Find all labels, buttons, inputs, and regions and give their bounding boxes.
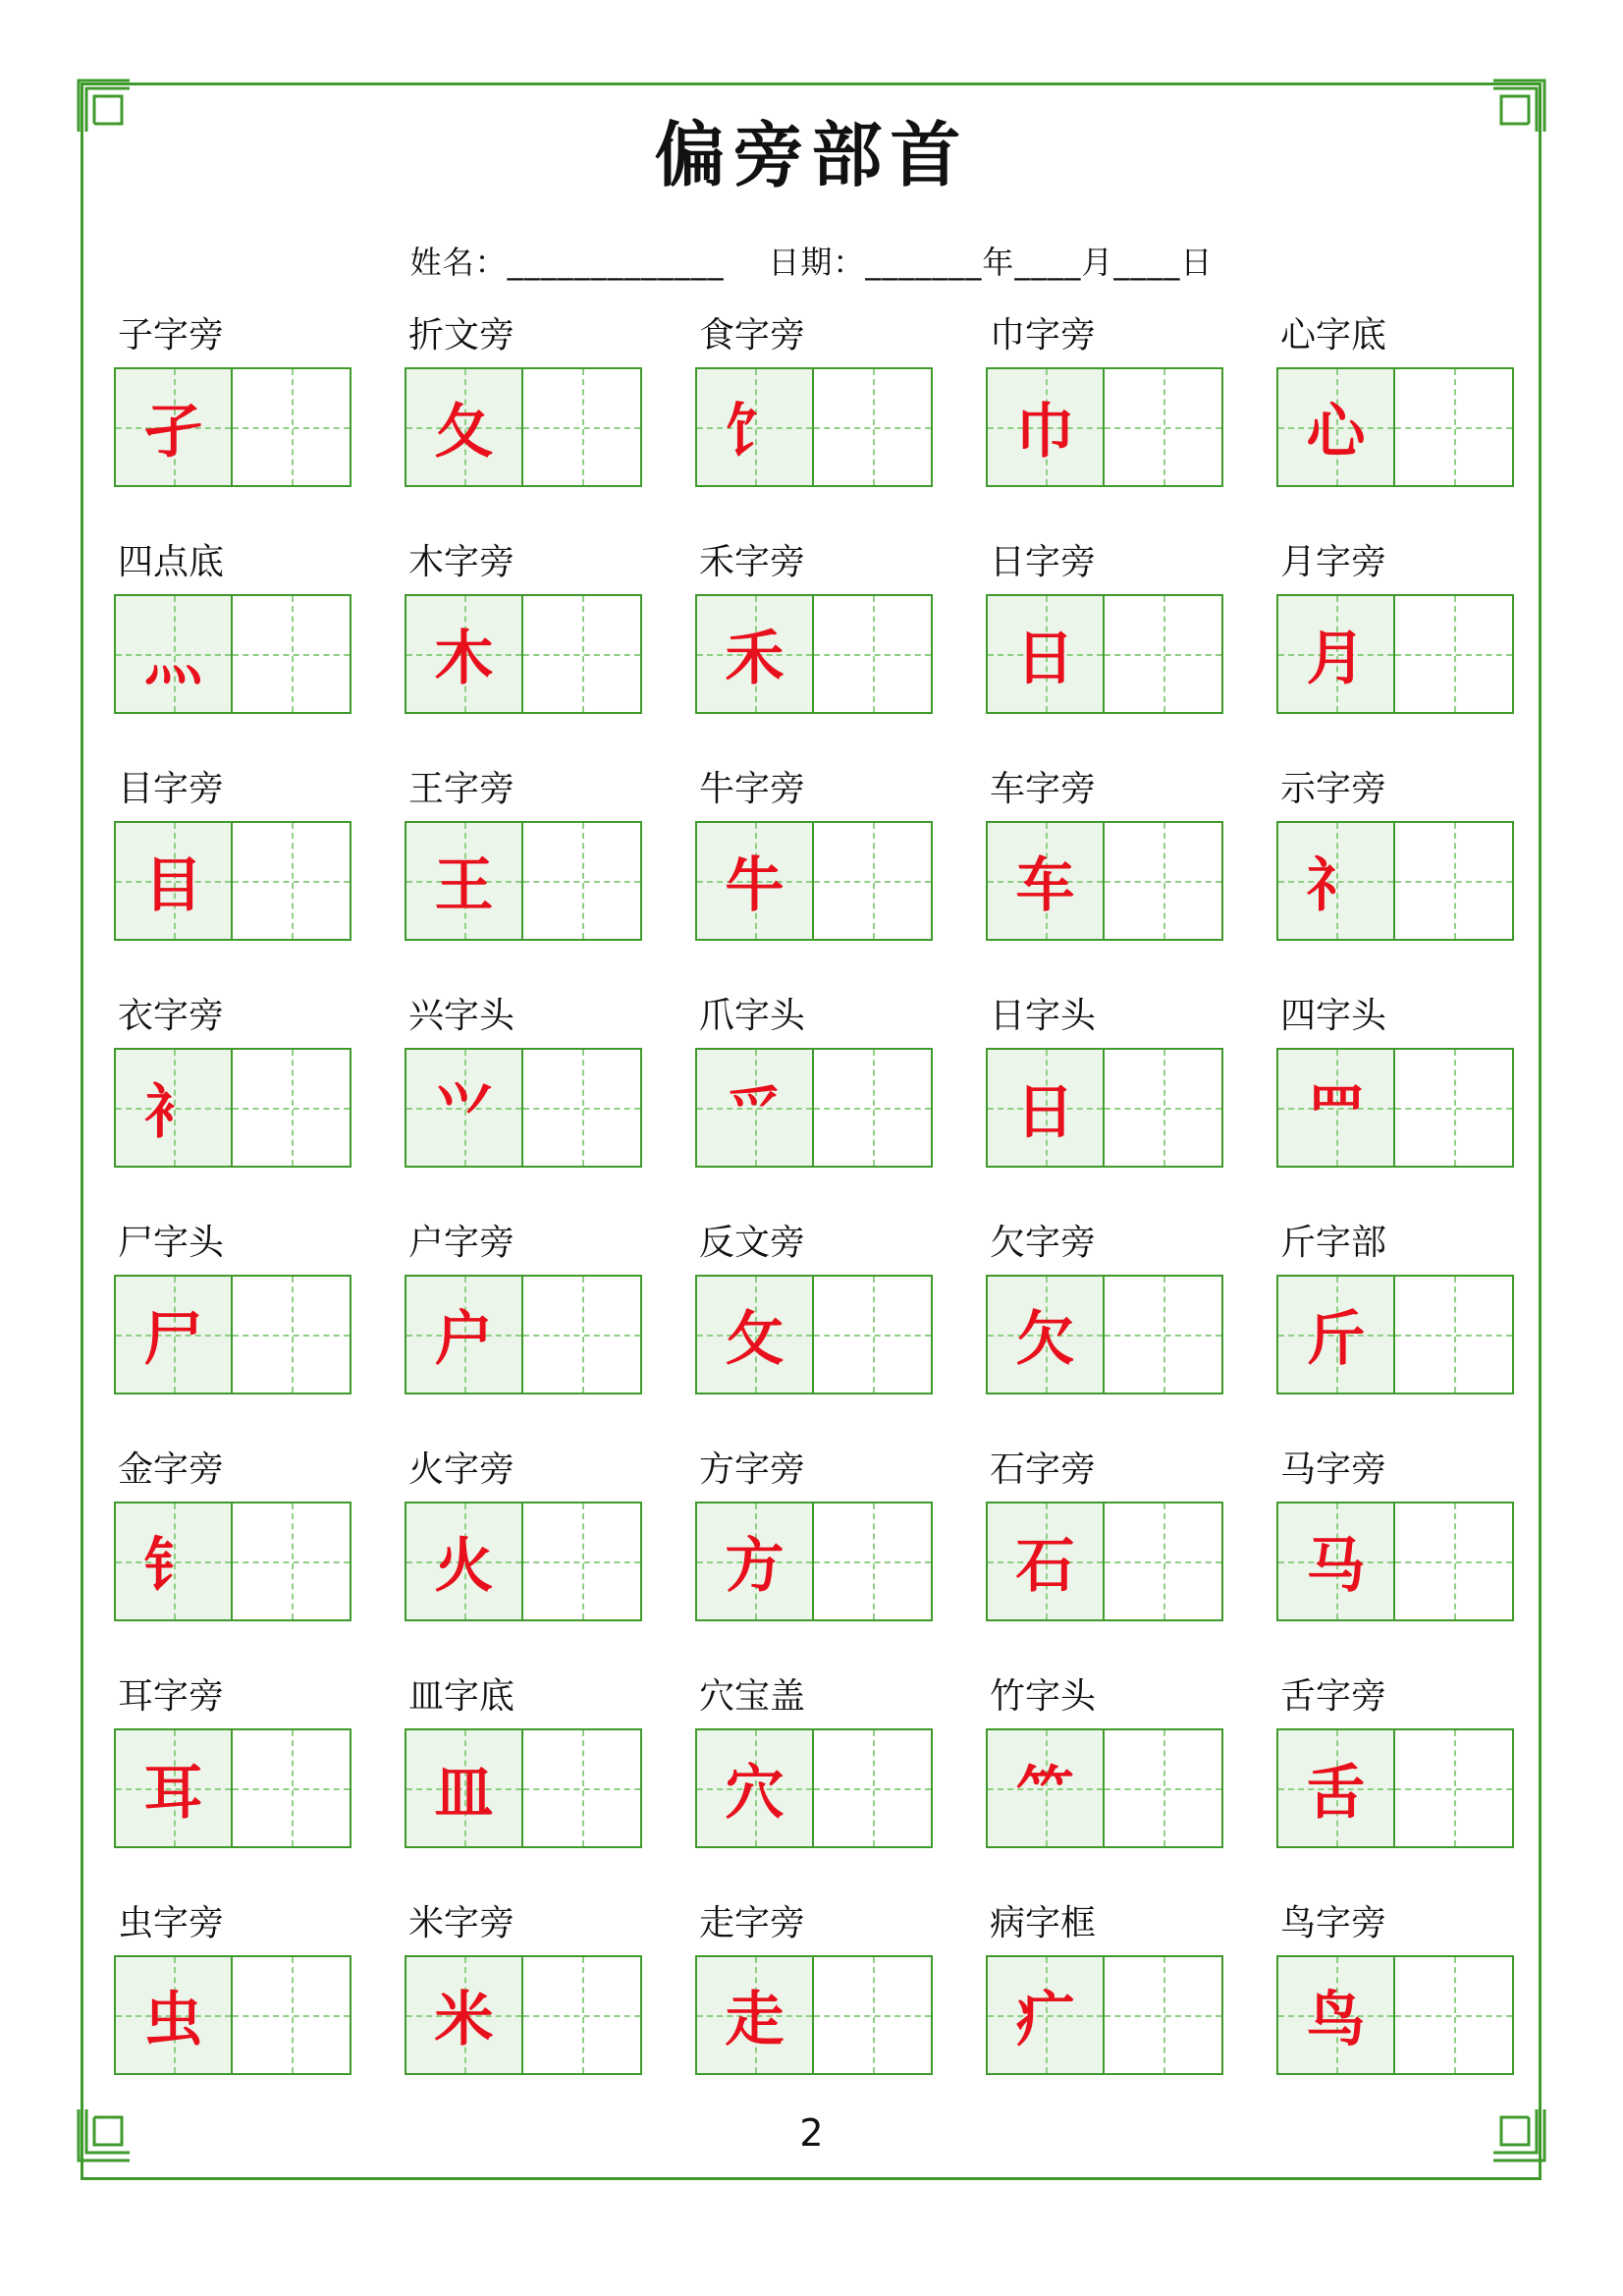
page-title: 偏旁部首 — [654, 113, 969, 196]
guide-line-vertical — [582, 1277, 584, 1393]
radical-glyph: 爫 — [725, 1078, 784, 1147]
page-number: 2 — [799, 2111, 824, 2155]
radical-glyph: 米 — [434, 1986, 494, 2054]
radical-label: 王字旁 — [408, 769, 515, 809]
practice-box[interactable] — [1105, 1050, 1221, 1166]
radical-cell — [695, 1900, 933, 2077]
radical-glyph: 鸟 — [1306, 1986, 1366, 2054]
practice-box[interactable] — [523, 596, 640, 712]
radical-label: 目字旁 — [118, 769, 225, 809]
tianzige-pair — [1276, 1275, 1514, 1394]
radical-cell — [986, 312, 1223, 489]
practice-box[interactable] — [1105, 1957, 1221, 2073]
guide-line-vertical — [1163, 1957, 1165, 2073]
radical-cell — [1276, 1900, 1514, 2077]
example-box — [406, 596, 523, 712]
radical-glyph: 夂 — [434, 398, 494, 466]
practice-box[interactable] — [523, 1050, 640, 1166]
example-box — [406, 1277, 523, 1393]
radical-glyph: 攵 — [725, 1305, 784, 1374]
practice-box[interactable] — [814, 1050, 931, 1166]
tianzige-pair — [986, 821, 1223, 941]
guide-line-vertical — [1163, 596, 1165, 712]
tianzige-pair — [405, 1502, 642, 1621]
radical-cell — [695, 993, 933, 1170]
tianzige-pair — [695, 367, 933, 487]
example-box — [406, 369, 523, 485]
example-box — [406, 1503, 523, 1619]
guide-line-vertical — [1163, 823, 1165, 939]
radical-cell — [1276, 539, 1514, 716]
example-box — [988, 1277, 1105, 1393]
guide-line-vertical — [1163, 369, 1165, 485]
radical-cell — [405, 766, 642, 943]
radical-label: 巾字旁 — [990, 315, 1097, 355]
radical-cell — [114, 539, 352, 716]
practice-box[interactable] — [1395, 1050, 1512, 1166]
radical-glyph: 车 — [1015, 851, 1075, 920]
practice-box[interactable] — [1395, 823, 1512, 939]
practice-box[interactable] — [814, 823, 931, 939]
radical-glyph: 饣 — [725, 398, 784, 466]
tianzige-pair — [114, 1728, 352, 1848]
example-box — [116, 1503, 233, 1619]
name-blank[interactable]: _____________ — [507, 244, 725, 281]
tianzige-pair — [986, 1275, 1223, 1394]
example-box — [1278, 1503, 1395, 1619]
guide-line-vertical — [292, 1277, 294, 1393]
radical-cell — [1276, 1673, 1514, 1850]
radical-label: 虫字旁 — [118, 1903, 225, 1943]
guide-line-vertical — [1163, 1503, 1165, 1619]
radical-glyph: 马 — [1306, 1532, 1366, 1601]
guide-line-vertical — [582, 1503, 584, 1619]
example-box — [116, 369, 233, 485]
practice-box[interactable] — [1395, 1957, 1512, 2073]
tianzige-pair — [405, 1728, 642, 1848]
day-label: 日 — [1180, 244, 1214, 281]
radical-glyph: 钅 — [143, 1532, 203, 1601]
practice-box[interactable] — [1105, 369, 1221, 485]
radical-cell — [1276, 1220, 1514, 1396]
guide-line-vertical — [873, 369, 875, 485]
tianzige-pair — [695, 1728, 933, 1848]
tianzige-pair — [114, 1502, 352, 1621]
practice-box[interactable] — [1395, 1730, 1512, 1846]
radical-label: 走字旁 — [699, 1903, 806, 1943]
example-box — [988, 1503, 1105, 1619]
tianzige-pair — [114, 1275, 352, 1394]
radical-glyph: 方 — [725, 1532, 784, 1601]
radical-glyph: 火 — [434, 1532, 494, 1601]
radical-glyph: 目 — [143, 851, 203, 920]
radical-label: 折文旁 — [408, 315, 515, 355]
name-label: 姓名： — [409, 244, 508, 281]
tianzige-pair — [405, 1048, 642, 1168]
example-box — [988, 369, 1105, 485]
example-box — [406, 1730, 523, 1846]
guide-line-vertical — [873, 596, 875, 712]
radical-cell — [1276, 1447, 1514, 1623]
radical-cell — [405, 1220, 642, 1396]
guide-line-vertical — [1454, 1277, 1456, 1393]
radical-glyph: 礻 — [1306, 851, 1366, 920]
guide-line-vertical — [1454, 1503, 1456, 1619]
example-box — [1278, 823, 1395, 939]
radical-glyph: 虫 — [143, 1986, 203, 2054]
example-box — [697, 1957, 814, 2073]
guide-line-vertical — [1454, 1730, 1456, 1846]
example-box — [116, 596, 233, 712]
radical-glyph: 疒 — [1015, 1986, 1075, 2054]
radical-label: 月字旁 — [1280, 542, 1387, 582]
radical-cell — [695, 1447, 933, 1623]
example-box — [1278, 1730, 1395, 1846]
radical-glyph: ⺮ — [1015, 1759, 1075, 1828]
radical-label: 心字底 — [1280, 315, 1387, 355]
guide-line-vertical — [582, 369, 584, 485]
example-box — [406, 1957, 523, 2073]
radical-label: 耳字旁 — [118, 1676, 225, 1717]
radical-cell — [695, 1220, 933, 1396]
radical-label: 兴字头 — [408, 996, 515, 1036]
tianzige-pair — [986, 594, 1223, 714]
radical-label: 鸟字旁 — [1280, 1903, 1387, 1943]
tianzige-pair — [1276, 594, 1514, 714]
example-box — [1278, 1050, 1395, 1166]
tianzige-pair — [695, 1048, 933, 1168]
radical-cell — [695, 1673, 933, 1850]
tianzige-pair — [1276, 1502, 1514, 1621]
example-box — [697, 823, 814, 939]
tianzige-pair — [695, 594, 933, 714]
radical-glyph: 巾 — [1015, 398, 1075, 466]
guide-line-vertical — [292, 1957, 294, 2073]
example-box — [697, 369, 814, 485]
guide-line-vertical — [292, 369, 294, 485]
radical-label: 木字旁 — [408, 542, 515, 582]
radical-cell — [986, 1673, 1223, 1850]
tianzige-pair — [114, 1048, 352, 1168]
radical-cell — [405, 539, 642, 716]
radical-label: 食字旁 — [699, 315, 806, 355]
radical-glyph: 耳 — [143, 1759, 203, 1828]
guide-line-vertical — [1454, 1957, 1456, 2073]
guide-line-vertical — [1454, 596, 1456, 712]
tianzige-pair — [1276, 1048, 1514, 1168]
practice-box[interactable] — [1395, 369, 1512, 485]
guide-line-vertical — [582, 1730, 584, 1846]
tianzige-pair — [114, 594, 352, 714]
guide-line-vertical — [1454, 369, 1456, 485]
example-box — [116, 823, 233, 939]
radical-glyph: 木 — [434, 625, 494, 693]
guide-line-vertical — [873, 1730, 875, 1846]
practice-box[interactable] — [523, 369, 640, 485]
radical-glyph: 户 — [434, 1305, 494, 1374]
guide-line-vertical — [1163, 1730, 1165, 1846]
tianzige-pair — [405, 367, 642, 487]
radical-glyph: 王 — [434, 851, 494, 920]
tianzige-pair — [986, 1728, 1223, 1848]
tianzige-pair — [114, 1955, 352, 2075]
radical-glyph: 走 — [725, 1986, 784, 2054]
radical-label: 牛字旁 — [699, 769, 806, 809]
practice-box[interactable] — [1105, 1730, 1221, 1846]
radical-label: 穴宝盖 — [699, 1676, 806, 1717]
radical-cell — [114, 993, 352, 1170]
practice-box[interactable] — [523, 1730, 640, 1846]
tianzige-pair — [405, 821, 642, 941]
radical-label: 米字旁 — [408, 1903, 515, 1943]
example-box — [988, 1050, 1105, 1166]
tianzige-pair — [986, 1048, 1223, 1168]
tianzige-pair — [695, 821, 933, 941]
practice-box[interactable] — [523, 1277, 640, 1393]
example-box — [406, 1050, 523, 1166]
example-box — [988, 1730, 1105, 1846]
example-box — [116, 1957, 233, 2073]
tianzige-pair — [405, 594, 642, 714]
practice-box[interactable] — [233, 1957, 350, 2073]
radical-label: 火字旁 — [408, 1449, 515, 1490]
practice-box[interactable] — [1395, 1503, 1512, 1619]
radical-label: 四点底 — [118, 542, 225, 582]
tianzige-pair — [986, 1955, 1223, 2075]
radical-glyph: 禾 — [725, 625, 784, 693]
radical-cell — [405, 312, 642, 489]
guide-line-vertical — [292, 1730, 294, 1846]
radical-cell — [986, 539, 1223, 716]
radical-label: 反文旁 — [699, 1223, 806, 1263]
radical-label: 石字旁 — [990, 1449, 1097, 1490]
example-box — [697, 1050, 814, 1166]
practice-box[interactable] — [233, 596, 350, 712]
example-box — [988, 823, 1105, 939]
guide-line-vertical — [873, 1503, 875, 1619]
date-label: 日期： — [768, 244, 866, 281]
radical-glyph: 斤 — [1306, 1305, 1366, 1374]
radical-glyph: 尸 — [143, 1305, 203, 1374]
tianzige-pair — [1276, 1955, 1514, 2075]
practice-box[interactable] — [233, 1730, 350, 1846]
practice-box[interactable] — [1105, 823, 1221, 939]
tianzige-pair — [114, 367, 352, 487]
example-box — [1278, 1957, 1395, 2073]
radical-cell — [114, 1673, 352, 1850]
tianzige-pair — [986, 1502, 1223, 1621]
radical-glyph: 皿 — [434, 1759, 494, 1828]
guide-line-vertical — [582, 1957, 584, 2073]
radical-cell — [695, 312, 933, 489]
example-box — [406, 823, 523, 939]
example-box — [697, 1503, 814, 1619]
radical-glyph: 日 — [1015, 625, 1075, 693]
guide-line-vertical — [1454, 1050, 1456, 1166]
radical-cell — [114, 1900, 352, 2077]
practice-box[interactable] — [233, 369, 350, 485]
guide-line-vertical — [1454, 823, 1456, 939]
radical-label: 舌字旁 — [1280, 1676, 1387, 1717]
practice-box[interactable] — [523, 1503, 640, 1619]
guide-line-vertical — [873, 1050, 875, 1166]
example-box — [988, 1957, 1105, 2073]
radical-cell — [405, 1673, 642, 1850]
radical-label: 欠字旁 — [990, 1223, 1097, 1263]
guide-line-vertical — [292, 596, 294, 712]
radical-label: 爪字头 — [699, 996, 806, 1036]
example-box — [1278, 1277, 1395, 1393]
tianzige-pair — [986, 367, 1223, 487]
guide-line-vertical — [582, 596, 584, 712]
practice-box[interactable] — [523, 1957, 640, 2073]
radical-label: 示字旁 — [1280, 769, 1387, 809]
example-box — [1278, 369, 1395, 485]
guide-line-vertical — [582, 1050, 584, 1166]
example-box — [1278, 596, 1395, 712]
radical-glyph: 心 — [1306, 398, 1366, 466]
guide-line-vertical — [292, 1503, 294, 1619]
radical-glyph: 舌 — [1306, 1759, 1366, 1828]
practice-box[interactable] — [814, 369, 931, 485]
tianzige-pair — [1276, 821, 1514, 941]
radical-label: 斤字部 — [1280, 1223, 1387, 1263]
radical-glyph: 罒 — [1306, 1078, 1366, 1147]
radical-label: 日字头 — [990, 996, 1097, 1036]
radical-glyph: 日 — [1015, 1078, 1075, 1147]
radical-label: 尸字头 — [118, 1223, 225, 1263]
radical-label: 户字旁 — [408, 1223, 515, 1263]
guide-line-vertical — [873, 1957, 875, 2073]
tianzige-pair — [405, 1275, 642, 1394]
guide-line-vertical — [292, 1050, 294, 1166]
radical-glyph: 灬 — [143, 625, 203, 693]
radical-glyph: 衤 — [143, 1078, 203, 1147]
radical-label: 子字旁 — [118, 315, 225, 355]
practice-box[interactable] — [814, 1503, 931, 1619]
radical-label: 皿字底 — [408, 1676, 515, 1717]
guide-line-vertical — [582, 823, 584, 939]
month-label: 月 — [1081, 244, 1114, 281]
radical-label: 禾字旁 — [699, 542, 806, 582]
example-box — [697, 1730, 814, 1846]
radical-cell — [986, 1220, 1223, 1396]
tianzige-pair — [405, 1955, 642, 2075]
radical-cell — [986, 1447, 1223, 1623]
radical-glyph: 石 — [1015, 1532, 1075, 1601]
practice-box[interactable] — [814, 1730, 931, 1846]
radical-cell — [695, 766, 933, 943]
radical-cell — [114, 312, 352, 489]
radical-label: 方字旁 — [699, 1449, 806, 1490]
radical-cell — [405, 993, 642, 1170]
day-blank[interactable]: ____ — [1113, 244, 1181, 281]
practice-box[interactable] — [814, 596, 931, 712]
tianzige-pair — [695, 1502, 933, 1621]
radical-cell — [114, 766, 352, 943]
radical-cell — [1276, 312, 1514, 489]
radical-glyph: 孑 — [143, 398, 203, 466]
radical-cell — [1276, 766, 1514, 943]
practice-box[interactable] — [1395, 1277, 1512, 1393]
practice-box[interactable] — [233, 1050, 350, 1166]
radical-label: 车字旁 — [990, 769, 1097, 809]
example-box — [697, 596, 814, 712]
radical-label: 病字框 — [990, 1903, 1097, 1943]
radical-cell — [695, 539, 933, 716]
practice-box[interactable] — [814, 1957, 931, 2073]
guide-line-vertical — [1163, 1050, 1165, 1166]
radical-glyph: ⺍ — [434, 1078, 494, 1147]
radical-label: 衣字旁 — [118, 996, 225, 1036]
guide-line-vertical — [292, 823, 294, 939]
practice-box[interactable] — [1105, 596, 1221, 712]
radical-glyph: 欠 — [1015, 1305, 1075, 1374]
practice-box[interactable] — [233, 1503, 350, 1619]
year-label: 年 — [982, 244, 1015, 281]
radical-cell — [114, 1220, 352, 1396]
practice-box[interactable] — [233, 1277, 350, 1393]
tianzige-pair — [1276, 1728, 1514, 1848]
radical-label: 金字旁 — [118, 1449, 225, 1490]
radical-cell — [405, 1447, 642, 1623]
radical-glyph: 月 — [1306, 625, 1366, 693]
tianzige-pair — [114, 821, 352, 941]
guide-line-vertical — [1163, 1277, 1165, 1393]
practice-box[interactable] — [523, 823, 640, 939]
practice-box[interactable] — [1105, 1277, 1221, 1393]
radical-glyph: 穴 — [725, 1759, 784, 1828]
radical-cell — [986, 993, 1223, 1170]
example-box — [116, 1050, 233, 1166]
tianzige-pair — [695, 1955, 933, 2075]
radical-label: 马字旁 — [1280, 1449, 1387, 1490]
tianzige-pair — [1276, 367, 1514, 487]
tianzige-pair — [695, 1275, 933, 1394]
month-blank[interactable]: ____ — [1014, 244, 1082, 281]
radical-cell — [986, 1900, 1223, 2077]
guide-line-vertical — [873, 1277, 875, 1393]
example-box — [697, 1277, 814, 1393]
example-box — [988, 596, 1105, 712]
practice-box[interactable] — [1395, 596, 1512, 712]
radical-label: 四字头 — [1280, 996, 1387, 1036]
radical-cell — [986, 766, 1223, 943]
practice-box[interactable] — [814, 1277, 931, 1393]
practice-box[interactable] — [233, 823, 350, 939]
guide-line-vertical — [873, 823, 875, 939]
radical-cell — [405, 1900, 642, 2077]
practice-box[interactable] — [1105, 1503, 1221, 1619]
radical-label: 日字旁 — [990, 542, 1097, 582]
year-blank[interactable]: _______ — [865, 244, 983, 281]
example-box — [116, 1730, 233, 1846]
radical-label: 竹字头 — [990, 1676, 1097, 1717]
radical-cell — [114, 1447, 352, 1623]
name-date-line — [0, 238, 1623, 283]
radical-glyph: 牛 — [725, 851, 784, 920]
radical-cell — [1276, 993, 1514, 1170]
example-box — [116, 1277, 233, 1393]
